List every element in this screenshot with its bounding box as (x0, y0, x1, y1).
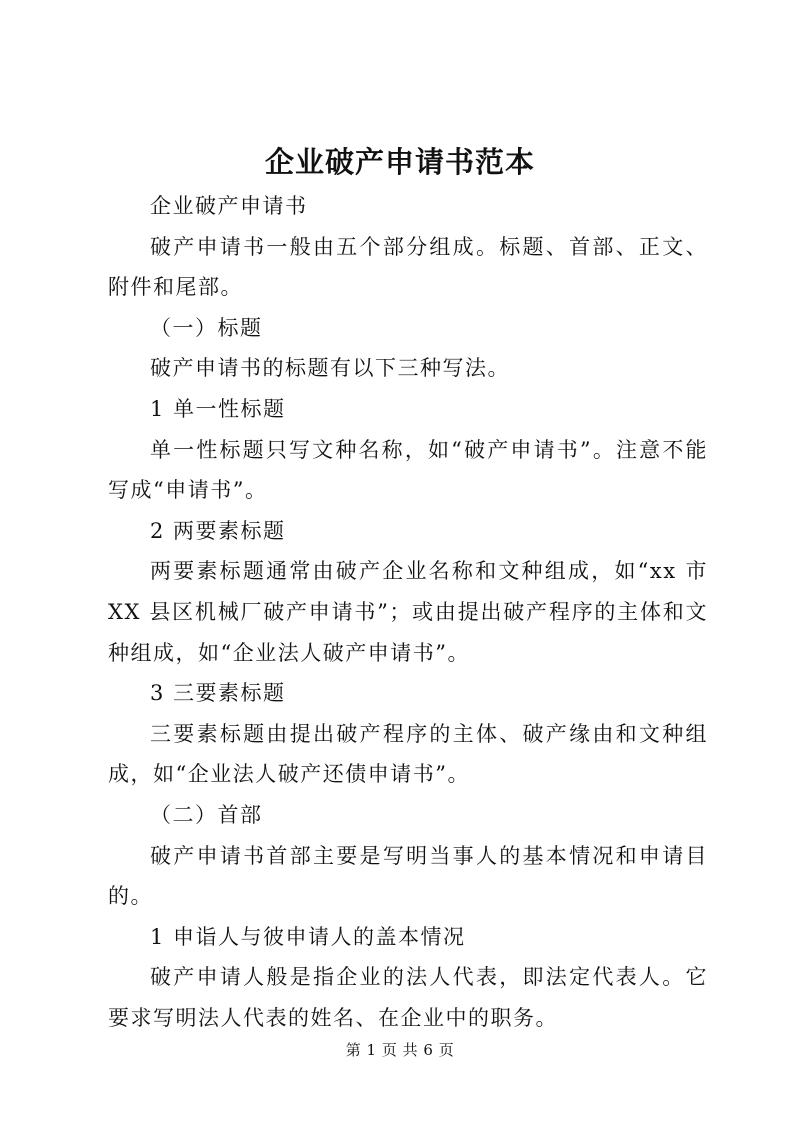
subheading-three-element: 3 三要素标题 (150, 681, 286, 706)
paragraph-three-element: 三要素标题由提出破产程序的主体、破产缘由和文种组成，如“企业法人破产还债申请书”。 (108, 721, 708, 787)
subheading-two-element: 2 两要素标题 (150, 518, 286, 543)
section-heading-header: （二）首部 (150, 802, 263, 827)
subheading-parties: 1 申诣人与彼申请人的盖本情况 (150, 924, 466, 949)
page-footer: 第 1 页 共 6 页 (345, 1041, 455, 1059)
paragraph-intro: 破产申请书一般由五个部分组成。标题、首部、正文、附件和尾部。 (108, 234, 708, 300)
paragraph-header: 破产申请书首部主要是写明当事人的基本情况和申请目的。 (108, 843, 708, 909)
paragraph-single: 单一性标题只写文种名称，如“破产申请书”。注意不能写成“申请书”。 (108, 437, 708, 503)
paragraph-two-element: 两要素标题通常由破产企业名称和文种组成，如“xx 市 XX 县区机械厂破产申请书”；或由提出破产程序的主体和文种组成，如“企业法人破产申请书”。 (108, 559, 708, 665)
subheading-single: 1 单一性标题 (150, 396, 286, 421)
paragraph-heading-name: 企业破产申请书 (150, 194, 308, 218)
document-body (108, 186, 708, 1038)
paragraph-parties: 破产申请人般是指企业的法人代表，即法定代表人。它要求写明法人代表的姓名、在企业中的职务。 (108, 965, 708, 1030)
paragraph-title-types: 破产申请书的标题有以下三种写法。 (150, 356, 510, 381)
section-heading-title: （一）标题 (150, 315, 263, 340)
document-title: 企业破产申请书范本 (264, 145, 535, 179)
